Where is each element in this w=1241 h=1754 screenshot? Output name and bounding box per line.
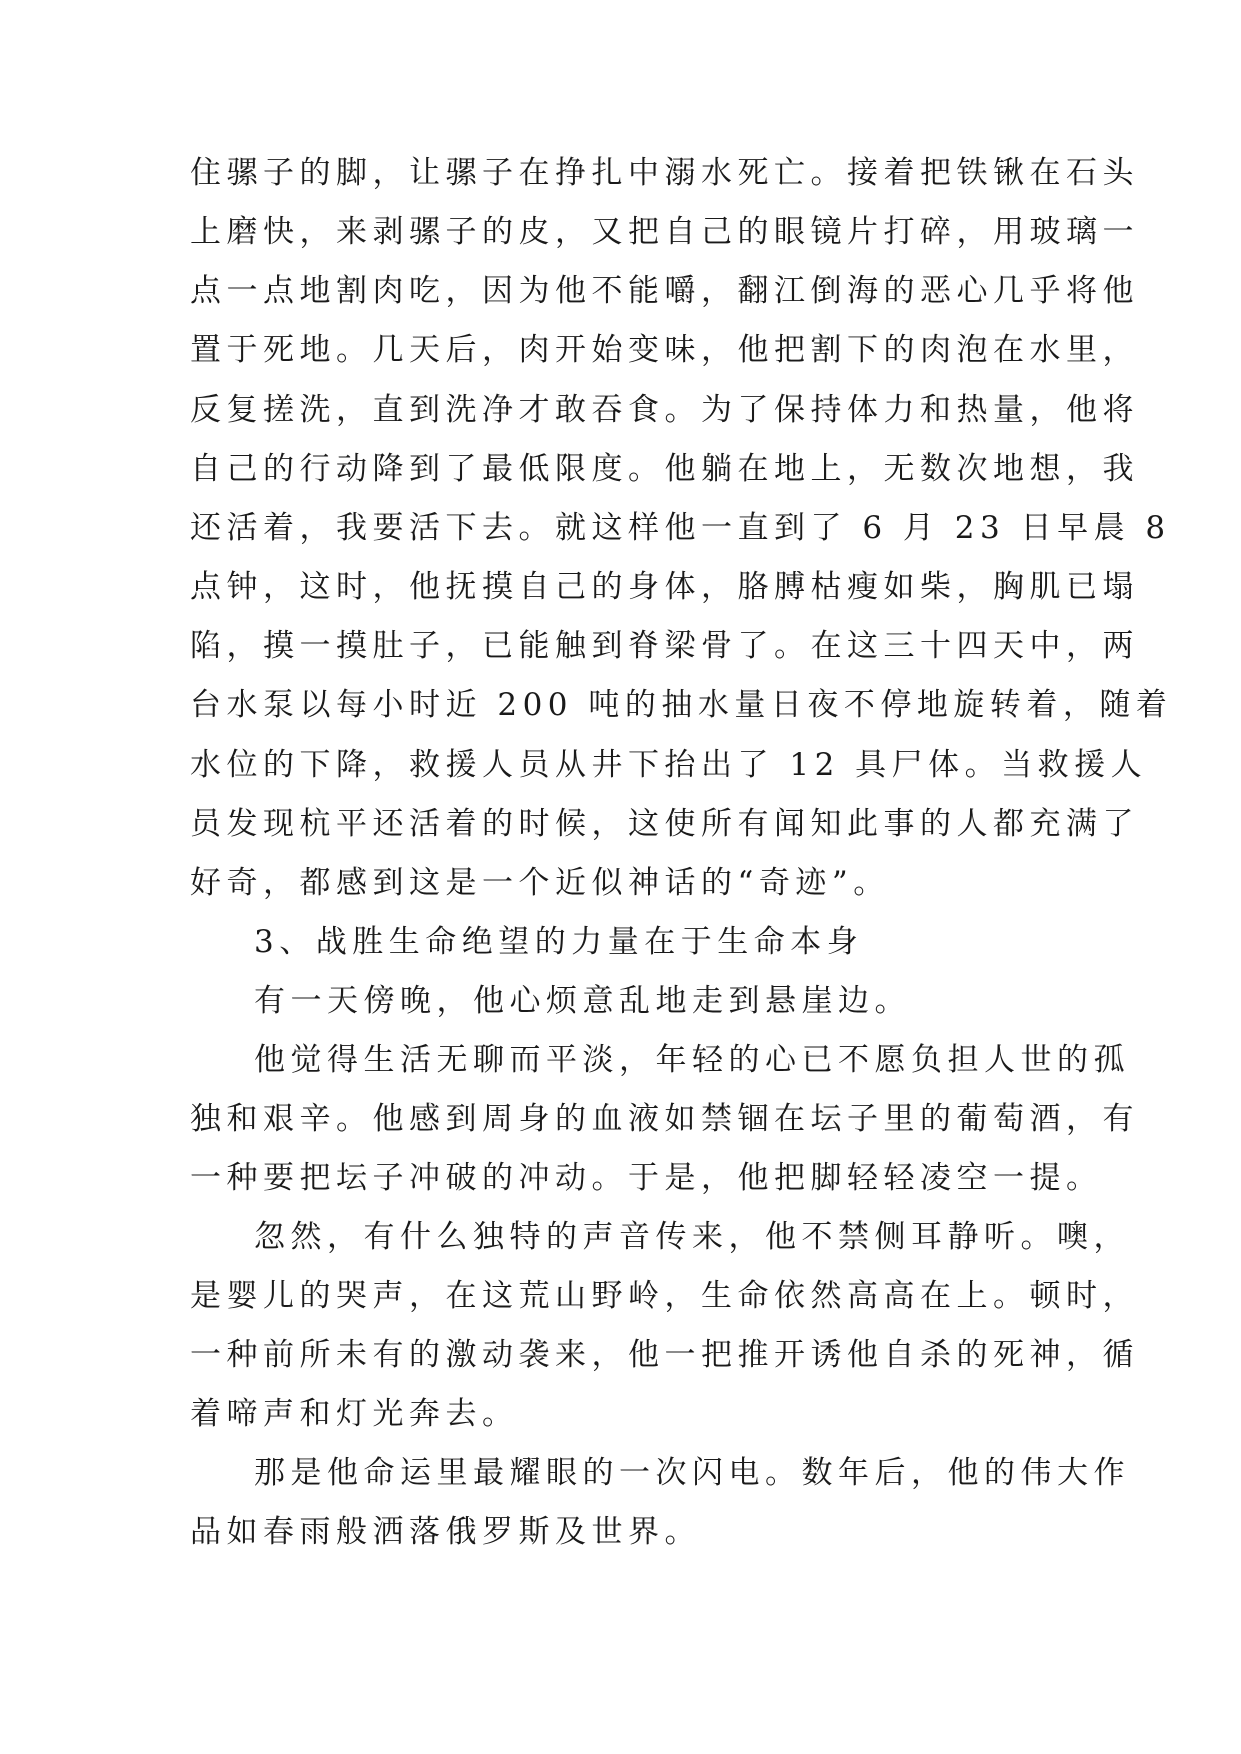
text-line: 上磨快，来剥骡子的皮，又把自己的眼镜片打碎，用玻璃一 [190, 214, 1139, 250]
section-heading: 3、战胜生命绝望的力量在于生命本身 [254, 924, 864, 960]
text-line: 有一天傍晚，他心烦意乱地走到悬崖边。 [254, 983, 911, 1019]
text-line: 陷，摸一摸肚子，已能触到脊梁骨了。在这三十四天中，两 [190, 628, 1139, 664]
text-line: 他觉得生活无聊而平淡，年轻的心已不愿负担人世的孤 [254, 1042, 1130, 1078]
text-line: 忽然，有什么独特的声音传来，他不禁侧耳静听。噢， [254, 1219, 1130, 1255]
text-line: 一种要把坛子冲破的冲动。于是，他把脚轻轻凌空一提。 [190, 1160, 1103, 1196]
text-line: 住骡子的脚，让骡子在挣扎中溺水死亡。接着把铁锹在石头 [190, 155, 1139, 191]
text-line: 好奇，都感到这是一个近似神话的“奇迹”。 [190, 865, 890, 901]
text-line: 反复搓洗，直到洗净才敢吞食。为了保持体力和热量，他将 [190, 392, 1139, 428]
text-line: 置于死地。几天后，肉开始变味，他把割下的肉泡在水里， [190, 332, 1139, 368]
text-line: 还活着，我要活下去。就这样他一直到了 6 月 23 日早晨 8 [190, 510, 1171, 546]
text-line: 台水泵以每小时近 200 吨的抽水量日夜不停地旋转着，随着 [190, 687, 1173, 723]
text-line: 一种前所未有的激动袭来，他一把推开诱他自杀的死神，循 [190, 1337, 1139, 1373]
text-line: 独和艰辛。他感到周身的血液如禁锢在坛子里的葡萄酒，有 [190, 1101, 1139, 1137]
text-line: 水位的下降，救援人员从井下抬出了 12 具尸体。当救援人 [190, 747, 1148, 783]
text-line: 员发现杭平还活着的时候，这使所有闻知此事的人都充满了 [190, 806, 1139, 842]
text-line: 点一点地割肉吃，因为他不能嚼，翻江倒海的恶心几乎将他 [190, 273, 1139, 309]
text-line: 着啼声和灯光奔去。 [190, 1396, 519, 1432]
text-line: 点钟，这时，他抚摸自己的身体，胳膊枯瘦如柴，胸肌已塌 [190, 569, 1139, 605]
text-line: 自己的行动降到了最低限度。他躺在地上，无数次地想，我 [190, 451, 1139, 487]
text-line: 品如春雨般洒落俄罗斯及世界。 [190, 1514, 701, 1550]
text-line: 那是他命运里最耀眼的一次闪电。数年后，他的伟大作 [254, 1455, 1130, 1491]
text-line: 是婴儿的哭声，在这荒山野岭，生命依然高高在上。顿时， [190, 1278, 1139, 1314]
